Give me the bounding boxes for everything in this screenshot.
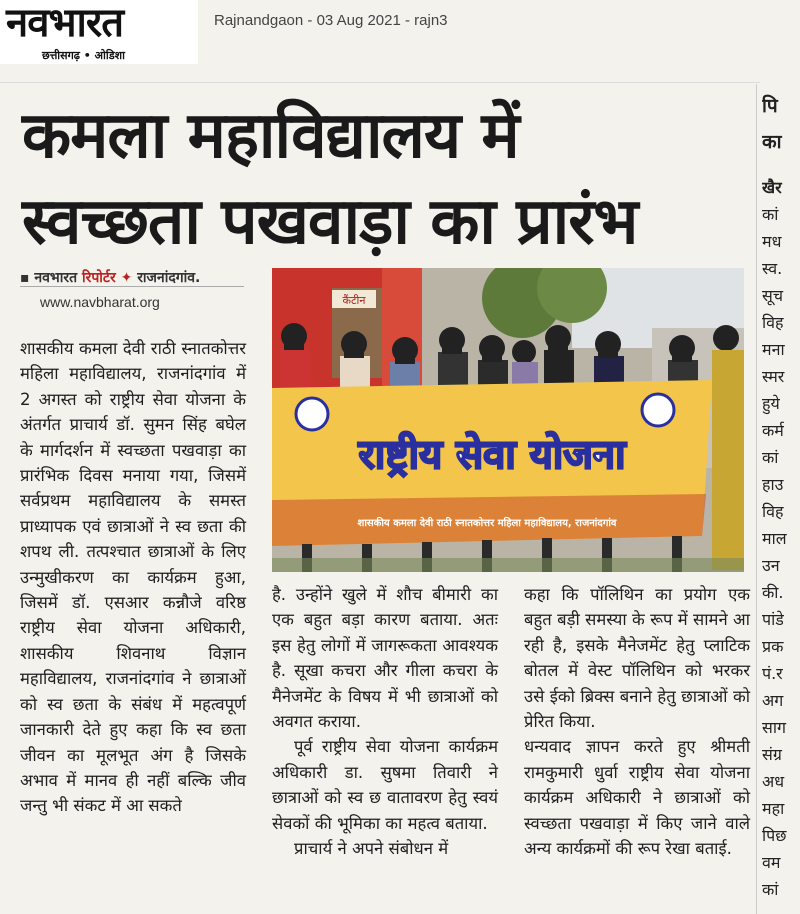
adjacent-line: अध bbox=[762, 772, 785, 791]
adjacent-line: स्मर bbox=[762, 367, 785, 386]
adjacent-lines bbox=[762, 174, 800, 903]
canteen-sign: कैंटीन bbox=[342, 294, 366, 307]
photo-illustration bbox=[272, 268, 744, 572]
adjacent-line: खैर bbox=[762, 178, 782, 197]
col3-paragraph-1: कहा कि पॉलिथिन का प्रयोग एक बहुत बड़ी समस्या के रूप में सामने आ रही है, इसके मैनेजमेंट हेतु प्लाटिक बोतल में वेस्ट पॉलिथिन को भरकर उसे ईको ब्रिक्स बनाने हेतु छात्राओं को प्रेरित किया. bbox=[524, 585, 750, 732]
web-url: www.navbharat.org bbox=[40, 294, 160, 310]
adjacent-article-strip bbox=[762, 82, 800, 914]
adjacent-headline-2: का bbox=[762, 131, 782, 153]
adjacent-line: साग bbox=[762, 718, 786, 737]
masthead-states: छत्तीसगढ़ • ओडिशा bbox=[42, 49, 125, 62]
adjacent-line: सूच bbox=[762, 286, 783, 305]
adjacent-line: कां bbox=[762, 205, 779, 224]
adjacent-line: महा bbox=[762, 799, 785, 818]
adjacent-line: पिछ bbox=[762, 826, 787, 845]
article-photo bbox=[272, 268, 744, 572]
byline-reporter: रिपोर्टर bbox=[81, 270, 116, 286]
col2-paragraph-2: पूर्व राष्ट्रीय सेवा योजना कार्यक्रम अधिकारी डा. सुषमा तिवारी ने छात्राओं को स्व छ वातावरण हेतु स्वयं सेवकों की भूमिका का महत्व बताया. bbox=[272, 737, 498, 833]
adjacent-line: मध bbox=[762, 232, 782, 251]
byline bbox=[20, 268, 200, 287]
newspaper-logo: नवभारत bbox=[6, 0, 124, 46]
adjacent-line: उन bbox=[762, 556, 780, 575]
adjacent-line: वम bbox=[762, 853, 781, 872]
banner-title: राष्ट्रीय सेवा योजना bbox=[358, 432, 626, 478]
byline-place: राजनांदगांव. bbox=[137, 270, 201, 286]
adjacent-line: पं.र bbox=[762, 664, 783, 683]
adjacent-line: पांडे bbox=[762, 610, 784, 629]
adjacent-line: कां bbox=[762, 448, 779, 467]
adjacent-line: कां bbox=[762, 880, 779, 899]
adjacent-line: की. bbox=[762, 583, 784, 602]
headline-line-2: स्वच्छता पखवाड़ा का प्रारंभ bbox=[22, 185, 638, 259]
article-column-1 bbox=[20, 336, 246, 819]
banner-subtitle: शासकीय कमला देवी राठी स्नातकोत्तर महिला महाविद्यालय, राजनांदगांव bbox=[357, 518, 617, 529]
dateline: Rajnandgaon - 03 Aug 2021 - rajn3 bbox=[214, 12, 448, 29]
article-column-3 bbox=[524, 582, 750, 861]
adjacent-line: मना bbox=[762, 340, 785, 359]
adjacent-line: विह bbox=[762, 313, 784, 332]
byline-marker-icon: ▪ bbox=[20, 270, 35, 286]
header-rule bbox=[0, 82, 760, 83]
byline-paper: नवभारत bbox=[34, 270, 78, 286]
adjacent-line: प्रक bbox=[762, 637, 784, 656]
byline-rule bbox=[20, 286, 244, 287]
byline-star-icon: ✦ bbox=[120, 270, 138, 286]
adjacent-line: स्व. bbox=[762, 259, 783, 278]
col1-paragraph-1: शासकीय कमला देवी राठी स्नातकोत्तर महिला महाविद्यालय, राजनांदगांव में 2 अगस्त को राष्ट्रीय सेवा योजना के अंतर्गत प्राचार्य डॉ. सुमन सिंह बघेल के मार्गदर्शन में स्वच्छता पखवाड़ा का प्रारंभिक दिवस मनाया गया, जिसमें सर्वप्रथम महाविद्यालय के समस्त प्राध्यापक एवं छात्राओं ने स्व छता की शपथ ली. तत्पश्चात छात्राओं के लिए उन्मुखीकरण का कार्यक्रम हुआ, जिसमें डॉ. एसआर कन्नौजे वरिष्ठ राष्ट्रीय सेवा योजना अधिकारी, शासकीय शिवनाथ विज्ञान महाविद्यालय, राजनांदगांव ने छात्राओं को स्व छता के संबंध में महत्वपूर्ण जानकारी देते हुए कहा कि स्व छता जीवन का मूलभूत अंग है जिसके अभाव में मानव ही नहीं बल्कि जीव जन्तु भी संकट में आ सकते bbox=[20, 339, 246, 816]
masthead bbox=[0, 0, 198, 64]
col2-paragraph-1: है. उन्होंने खुले में शौच बीमारी का एक बहुत बड़ा कारण बताया. अतः इस हेतु लोगों में जागरूकता आवश्यक है. सूखा कचरा और गीला कचरा के मैनेजमेंट के विषय में भी छात्राओं को अवगत कराया. bbox=[272, 585, 498, 732]
article-column-2 bbox=[272, 582, 498, 861]
adjacent-headline-1: पि bbox=[762, 95, 778, 117]
column-separator bbox=[756, 84, 757, 914]
adjacent-line: हाउ bbox=[762, 475, 784, 494]
col2-paragraph-3: प्राचार्य ने अपने संबोधन में bbox=[294, 839, 449, 859]
adjacent-line: अग bbox=[762, 691, 784, 710]
adjacent-line: हुये bbox=[762, 394, 780, 413]
adjacent-line: संग्र bbox=[762, 745, 782, 764]
adjacent-line: विह bbox=[762, 502, 784, 521]
adjacent-line: कर्म bbox=[762, 421, 784, 440]
headline-line-1: कमला महाविद्यालय में bbox=[22, 99, 519, 173]
adjacent-line: माल bbox=[762, 529, 787, 548]
col3-paragraph-2: धन्यवाद ज्ञापन करते हुए श्रीमती रामकुमारी धुर्वा राष्ट्रीय सेवा योजना कार्यक्रम अधिकारी ने छात्राओं को स्वच्छता पखवाड़ा में किए जाने वाले अन्य कार्यक्रमों की रूप रेखा बताई. bbox=[524, 737, 750, 859]
